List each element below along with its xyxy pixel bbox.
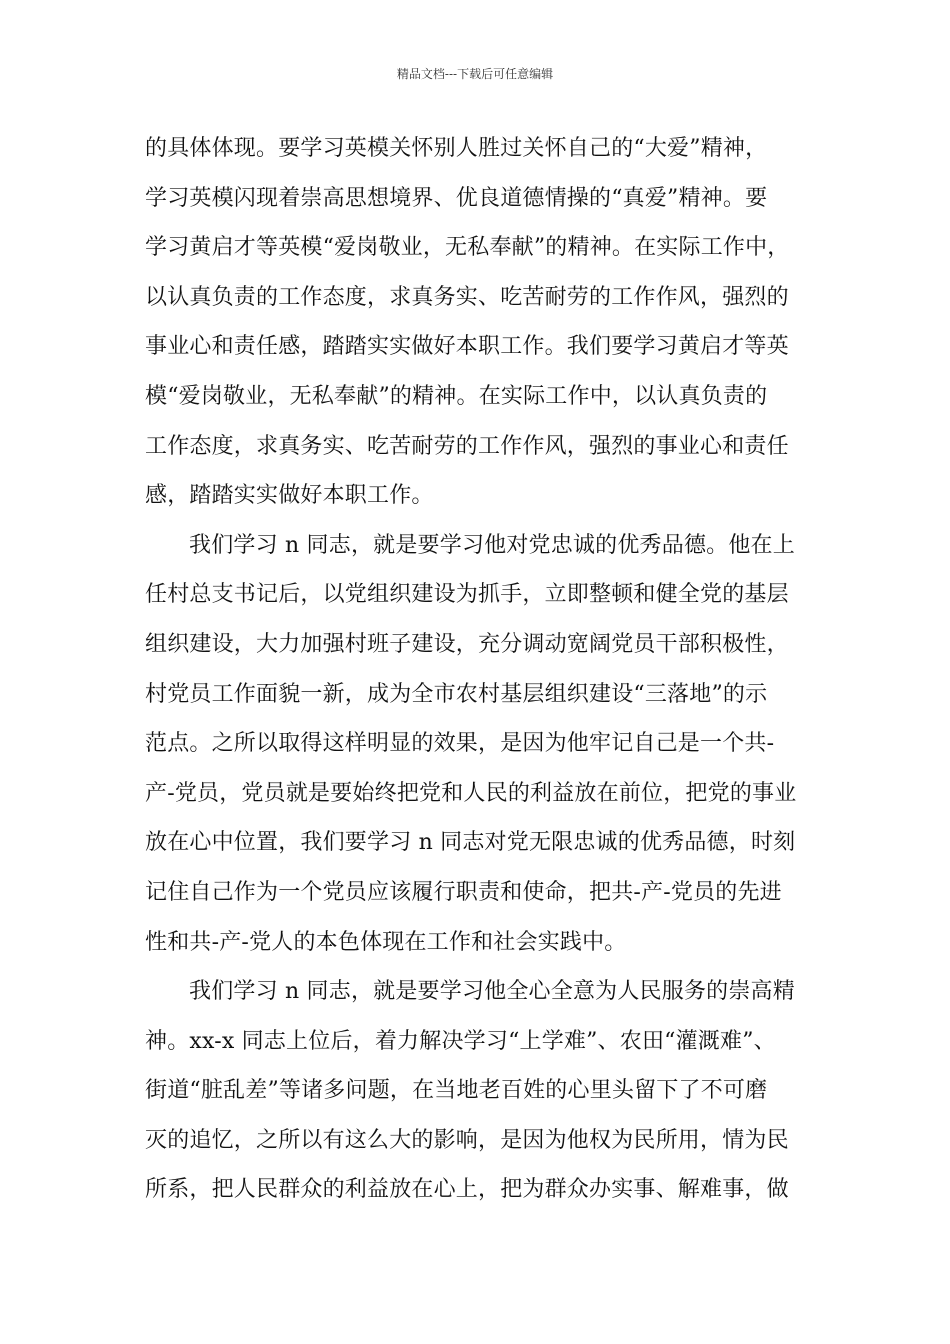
text-line: 事业心和责任感，踏踏实实做好本职工作。我们要学习黄启才等英 <box>145 334 789 360</box>
text-line: 组织建设，大力加强村班子建设，充分调动宽阔党员干部积极性， <box>145 631 789 657</box>
text-line: 的具体体现。要学习英模关怀别人胜过关怀自己的“大爱”精神， <box>145 136 768 161</box>
text-line: 模“爱岗敬业，无私奉献”的精神。在实际工作中，以认真负责的 <box>145 383 768 409</box>
page-header: 精品文档---下载后可任意编辑 <box>396 67 554 81</box>
text-line: 所系，把人民群众的利益放在心上，把为群众办实事、解难事，做 <box>145 1177 789 1203</box>
paragraph <box>145 124 813 521</box>
paragraph <box>145 967 813 1215</box>
text-line: 灭的追忆，之所以有这么大的影响，是因为他权为民所用，情为民 <box>145 1127 789 1153</box>
text-line: 记住自己作为一个党员应该履行职责和使命，把共-产-党员的先进 <box>145 879 782 905</box>
text-line: 性和共-产-党人的本色体现在工作和社会实践中。 <box>145 929 627 955</box>
paragraph <box>145 521 813 967</box>
text-line: 我们学习 n 同志，就是要学习他全心全意为人民服务的崇高精 <box>189 979 795 1005</box>
text-line: 街道“脏乱差”等诸多问题，在当地老百姓的心里头留下了不可磨 <box>145 1078 768 1104</box>
text-line: 任村总支书记后，以党组织建设为抓手，立即整顿和健全党的基层 <box>145 582 789 608</box>
text-line: 产-党员，党员就是要始终把党和人民的利益放在前位，把党的事业 <box>145 780 797 806</box>
text-line: 神。xx-x 同志上位后，着力解决学习“上学难”、农田“灌溉难”、 <box>145 1028 776 1054</box>
text-line: 放在心中位置，我们要学习 n 同志对党无限忠诚的优秀品德，时刻 <box>145 830 796 856</box>
text-line: 学习黄启才等英模“爱岗敬业，无私奉献”的精神。在实际工作中， <box>145 235 790 261</box>
text-line: 范点。之所以取得这样明显的效果，是因为他牢记自己是一个共- <box>145 731 775 757</box>
text-line: 工作态度，求真务实、吃苦耐劳的工作作风，强烈的事业心和责任 <box>145 433 789 459</box>
text-line: 学习英模闪现着崇高思想境界、优良道德情操的“真爱”精神。要 <box>145 185 768 211</box>
text-line: 感，踏踏实实做好本职工作。 <box>145 483 434 509</box>
text-line: 我们学习 n 同志，就是要学习他对党忠诚的优秀品德。他在上 <box>189 532 795 558</box>
body-text <box>145 124 813 1215</box>
text-line: 村党员工作面貌一新，成为全市农村基层组织建设“三落地”的示 <box>145 681 768 707</box>
text-line: 以认真负责的工作态度，求真务实、吃苦耐劳的工作作风，强烈的 <box>145 284 789 310</box>
